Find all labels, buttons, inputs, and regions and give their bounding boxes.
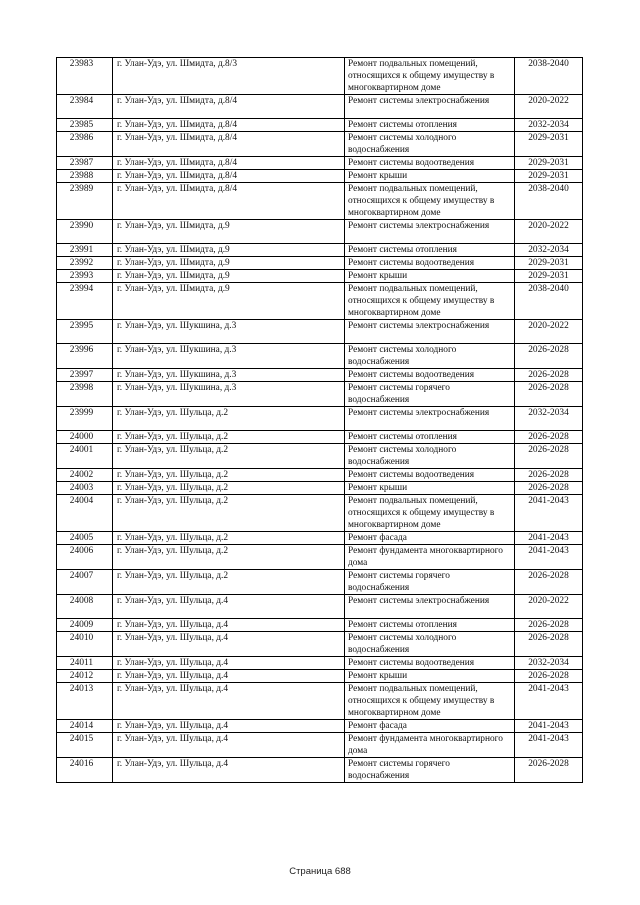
address-cell: г. Улан-Удэ, ул. Шмидта, д.8/3 bbox=[113, 58, 345, 95]
work-type-cell: Ремонт системы отопления bbox=[345, 431, 515, 444]
row-number-cell: 23998 bbox=[57, 382, 113, 407]
period-cell: 2029-2031 bbox=[515, 132, 583, 157]
address-cell: г. Улан-Удэ, ул. Шмидта, д.8/4 bbox=[113, 170, 345, 183]
period-cell: 2041-2043 bbox=[515, 495, 583, 532]
period-cell: 2026-2028 bbox=[515, 469, 583, 482]
work-type-cell: Ремонт подвальных помещений, относящихся к общему имуществу в многоквартирном доме bbox=[345, 683, 515, 720]
row-number-cell: 23983 bbox=[57, 58, 113, 95]
period-cell: 2026-2028 bbox=[515, 758, 583, 783]
work-type-cell: Ремонт системы холодного водоснабжения bbox=[345, 444, 515, 469]
address-cell: г. Улан-Удэ, ул. Шульца, д.4 bbox=[113, 733, 345, 758]
table-row bbox=[57, 344, 583, 369]
work-type-cell: Ремонт системы водоотведения bbox=[345, 257, 515, 270]
work-type-cell: Ремонт системы электроснабжения bbox=[345, 95, 515, 119]
work-type-cell: Ремонт системы горячего водоснабжения bbox=[345, 382, 515, 407]
row-number-cell: 23997 bbox=[57, 369, 113, 382]
period-cell: 2041-2043 bbox=[515, 545, 583, 570]
row-number-cell: 24008 bbox=[57, 595, 113, 619]
table-row bbox=[57, 257, 583, 270]
work-type-cell: Ремонт фундамента многоквартирного дома bbox=[345, 733, 515, 758]
row-number-cell: 24004 bbox=[57, 495, 113, 532]
table-row bbox=[57, 545, 583, 570]
address-cell: г. Улан-Удэ, ул. Шульца, д.2 bbox=[113, 532, 345, 545]
work-type-cell: Ремонт системы водоотведения bbox=[345, 657, 515, 670]
table-row bbox=[57, 670, 583, 683]
row-number-cell: 24005 bbox=[57, 532, 113, 545]
period-cell: 2029-2031 bbox=[515, 257, 583, 270]
address-cell: г. Улан-Удэ, ул. Шульца, д.4 bbox=[113, 657, 345, 670]
row-number-cell: 23987 bbox=[57, 157, 113, 170]
page-number: Страница 688 bbox=[289, 866, 351, 877]
address-cell: г. Улан-Удэ, ул. Шукшина, д.3 bbox=[113, 382, 345, 407]
table-row bbox=[57, 532, 583, 545]
work-type-cell: Ремонт системы электроснабжения bbox=[345, 407, 515, 431]
row-number-cell: 23992 bbox=[57, 257, 113, 270]
work-type-cell: Ремонт системы горячего водоснабжения bbox=[345, 570, 515, 595]
address-cell: г. Улан-Удэ, ул. Шульца, д.2 bbox=[113, 570, 345, 595]
table-row bbox=[57, 570, 583, 595]
table-row bbox=[57, 495, 583, 532]
period-cell: 2020-2022 bbox=[515, 95, 583, 119]
address-cell: г. Улан-Удэ, ул. Шульца, д.2 bbox=[113, 495, 345, 532]
row-number-cell: 23988 bbox=[57, 170, 113, 183]
period-cell: 2026-2028 bbox=[515, 482, 583, 495]
work-type-cell: Ремонт системы отопления bbox=[345, 619, 515, 632]
address-cell: г. Улан-Удэ, ул. Шульца, д.2 bbox=[113, 482, 345, 495]
row-number-cell: 24001 bbox=[57, 444, 113, 469]
row-number-cell: 24012 bbox=[57, 670, 113, 683]
work-type-cell: Ремонт фасада bbox=[345, 532, 515, 545]
table-row bbox=[57, 632, 583, 657]
period-cell: 2032-2034 bbox=[515, 244, 583, 257]
row-number-cell: 23991 bbox=[57, 244, 113, 257]
period-cell: 2026-2028 bbox=[515, 344, 583, 369]
table-row bbox=[57, 170, 583, 183]
address-cell: г. Улан-Удэ, ул. Шульца, д.4 bbox=[113, 758, 345, 783]
row-number-cell: 23996 bbox=[57, 344, 113, 369]
period-cell: 2020-2022 bbox=[515, 320, 583, 344]
address-cell: г. Улан-Удэ, ул. Шмидта, д.8/4 bbox=[113, 183, 345, 220]
row-number-cell: 23986 bbox=[57, 132, 113, 157]
work-type-cell: Ремонт системы отопления bbox=[345, 244, 515, 257]
table-row bbox=[57, 657, 583, 670]
table-row bbox=[57, 244, 583, 257]
row-number-cell: 23994 bbox=[57, 283, 113, 320]
row-number-cell: 24013 bbox=[57, 683, 113, 720]
row-number-cell: 23990 bbox=[57, 220, 113, 244]
table-row bbox=[57, 619, 583, 632]
row-number-cell: 23999 bbox=[57, 407, 113, 431]
period-cell: 2041-2043 bbox=[515, 720, 583, 733]
table-row bbox=[57, 444, 583, 469]
period-cell: 2026-2028 bbox=[515, 570, 583, 595]
work-type-cell: Ремонт системы отопления bbox=[345, 119, 515, 132]
table-row bbox=[57, 407, 583, 431]
address-cell: г. Улан-Удэ, ул. Шмидта, д.8/4 bbox=[113, 119, 345, 132]
period-cell: 2026-2028 bbox=[515, 444, 583, 469]
work-type-cell: Ремонт фасада bbox=[345, 720, 515, 733]
table-row bbox=[57, 595, 583, 619]
work-type-cell: Ремонт подвальных помещений, относящихся к общему имуществу в многоквартирном доме bbox=[345, 58, 515, 95]
address-cell: г. Улан-Удэ, ул. Шульца, д.2 bbox=[113, 407, 345, 431]
period-cell: 2041-2043 bbox=[515, 683, 583, 720]
table-row bbox=[57, 469, 583, 482]
period-cell: 2032-2034 bbox=[515, 407, 583, 431]
table-row bbox=[57, 119, 583, 132]
table-row bbox=[57, 58, 583, 95]
address-cell: г. Улан-Удэ, ул. Шмидта, д.9 bbox=[113, 257, 345, 270]
row-number-cell: 24006 bbox=[57, 545, 113, 570]
table-row bbox=[57, 758, 583, 783]
address-cell: г. Улан-Удэ, ул. Шульца, д.4 bbox=[113, 683, 345, 720]
address-cell: г. Улан-Удэ, ул. Шмидта, д.8/4 bbox=[113, 157, 345, 170]
period-cell: 2026-2028 bbox=[515, 431, 583, 444]
table-row bbox=[57, 431, 583, 444]
table-row bbox=[57, 95, 583, 119]
row-number-cell: 23985 bbox=[57, 119, 113, 132]
table-row bbox=[57, 283, 583, 320]
row-number-cell: 24007 bbox=[57, 570, 113, 595]
table-row bbox=[57, 132, 583, 157]
row-number-cell: 23989 bbox=[57, 183, 113, 220]
period-cell: 2038-2040 bbox=[515, 283, 583, 320]
period-cell: 2041-2043 bbox=[515, 532, 583, 545]
work-type-cell: Ремонт системы холодного водоснабжения bbox=[345, 132, 515, 157]
work-type-cell: Ремонт подвальных помещений, относящихся к общему имуществу в многоквартирном доме bbox=[345, 183, 515, 220]
period-cell: 2038-2040 bbox=[515, 58, 583, 95]
work-type-cell: Ремонт фундамента многоквартирного дома bbox=[345, 545, 515, 570]
row-number-cell: 24000 bbox=[57, 431, 113, 444]
document-page bbox=[56, 57, 582, 783]
work-type-cell: Ремонт крыши bbox=[345, 170, 515, 183]
period-cell: 2029-2031 bbox=[515, 170, 583, 183]
period-cell: 2029-2031 bbox=[515, 270, 583, 283]
row-number-cell: 24015 bbox=[57, 733, 113, 758]
row-number-cell: 24003 bbox=[57, 482, 113, 495]
work-type-cell: Ремонт системы горячего водоснабжения bbox=[345, 758, 515, 783]
period-cell: 2026-2028 bbox=[515, 619, 583, 632]
work-type-cell: Ремонт системы электроснабжения bbox=[345, 320, 515, 344]
table-row bbox=[57, 157, 583, 170]
address-cell: г. Улан-Удэ, ул. Шмидта, д.9 bbox=[113, 244, 345, 257]
table-row bbox=[57, 320, 583, 344]
address-cell: г. Улан-Удэ, ул. Шмидта, д.9 bbox=[113, 283, 345, 320]
period-cell: 2032-2034 bbox=[515, 119, 583, 132]
table-row bbox=[57, 382, 583, 407]
row-number-cell: 24014 bbox=[57, 720, 113, 733]
table-row bbox=[57, 720, 583, 733]
period-cell: 2032-2034 bbox=[515, 657, 583, 670]
row-number-cell: 24016 bbox=[57, 758, 113, 783]
address-cell: г. Улан-Удэ, ул. Шульца, д.4 bbox=[113, 720, 345, 733]
table-row bbox=[57, 733, 583, 758]
period-cell: 2026-2028 bbox=[515, 632, 583, 657]
period-cell: 2041-2043 bbox=[515, 733, 583, 758]
work-type-cell: Ремонт подвальных помещений, относящихся к общему имуществу в многоквартирном доме bbox=[345, 495, 515, 532]
address-cell: г. Улан-Удэ, ул. Шульца, д.4 bbox=[113, 670, 345, 683]
address-cell: г. Улан-Удэ, ул. Шукшина, д.3 bbox=[113, 369, 345, 382]
table-row bbox=[57, 683, 583, 720]
work-type-cell: Ремонт системы водоотведения bbox=[345, 157, 515, 170]
work-type-cell: Ремонт системы холодного водоснабжения bbox=[345, 632, 515, 657]
address-cell: г. Улан-Удэ, ул. Шульца, д.2 bbox=[113, 469, 345, 482]
work-type-cell: Ремонт крыши bbox=[345, 670, 515, 683]
period-cell: 2026-2028 bbox=[515, 369, 583, 382]
row-number-cell: 23984 bbox=[57, 95, 113, 119]
period-cell: 2026-2028 bbox=[515, 382, 583, 407]
work-type-cell: Ремонт системы водоотведения bbox=[345, 369, 515, 382]
address-cell: г. Улан-Удэ, ул. Шульца, д.2 bbox=[113, 431, 345, 444]
table-row bbox=[57, 369, 583, 382]
work-type-cell: Ремонт системы холодного водоснабжения bbox=[345, 344, 515, 369]
period-cell: 2026-2028 bbox=[515, 670, 583, 683]
address-cell: г. Улан-Удэ, ул. Шульца, д.4 bbox=[113, 632, 345, 657]
address-cell: г. Улан-Удэ, ул. Шульца, д.4 bbox=[113, 595, 345, 619]
period-cell: 2020-2022 bbox=[515, 220, 583, 244]
table-row bbox=[57, 220, 583, 244]
table-row bbox=[57, 183, 583, 220]
table-row bbox=[57, 270, 583, 283]
period-cell: 2020-2022 bbox=[515, 595, 583, 619]
address-cell: г. Улан-Удэ, ул. Шукшина, д.3 bbox=[113, 320, 345, 344]
work-type-cell: Ремонт подвальных помещений, относящихся к общему имуществу в многоквартирном доме bbox=[345, 283, 515, 320]
repair-schedule-table bbox=[56, 57, 583, 783]
row-number-cell: 24010 bbox=[57, 632, 113, 657]
work-type-cell: Ремонт крыши bbox=[345, 482, 515, 495]
work-type-cell: Ремонт системы водоотведения bbox=[345, 469, 515, 482]
row-number-cell: 23995 bbox=[57, 320, 113, 344]
table-row bbox=[57, 482, 583, 495]
work-type-cell: Ремонт крыши bbox=[345, 270, 515, 283]
row-number-cell: 24011 bbox=[57, 657, 113, 670]
work-type-cell: Ремонт системы электроснабжения bbox=[345, 595, 515, 619]
address-cell: г. Улан-Удэ, ул. Шмидта, д.8/4 bbox=[113, 95, 345, 119]
period-cell: 2038-2040 bbox=[515, 183, 583, 220]
address-cell: г. Улан-Удэ, ул. Шмидта, д.9 bbox=[113, 220, 345, 244]
address-cell: г. Улан-Удэ, ул. Шмидта, д.9 bbox=[113, 270, 345, 283]
row-number-cell: 24002 bbox=[57, 469, 113, 482]
address-cell: г. Улан-Удэ, ул. Шмидта, д.8/4 bbox=[113, 132, 345, 157]
row-number-cell: 24009 bbox=[57, 619, 113, 632]
period-cell: 2029-2031 bbox=[515, 157, 583, 170]
address-cell: г. Улан-Удэ, ул. Шукшина, д.3 bbox=[113, 344, 345, 369]
address-cell: г. Улан-Удэ, ул. Шульца, д.2 bbox=[113, 545, 345, 570]
address-cell: г. Улан-Удэ, ул. Шульца, д.4 bbox=[113, 619, 345, 632]
table-body bbox=[57, 58, 583, 783]
row-number-cell: 23993 bbox=[57, 270, 113, 283]
address-cell: г. Улан-Удэ, ул. Шульца, д.2 bbox=[113, 444, 345, 469]
work-type-cell: Ремонт системы электроснабжения bbox=[345, 220, 515, 244]
